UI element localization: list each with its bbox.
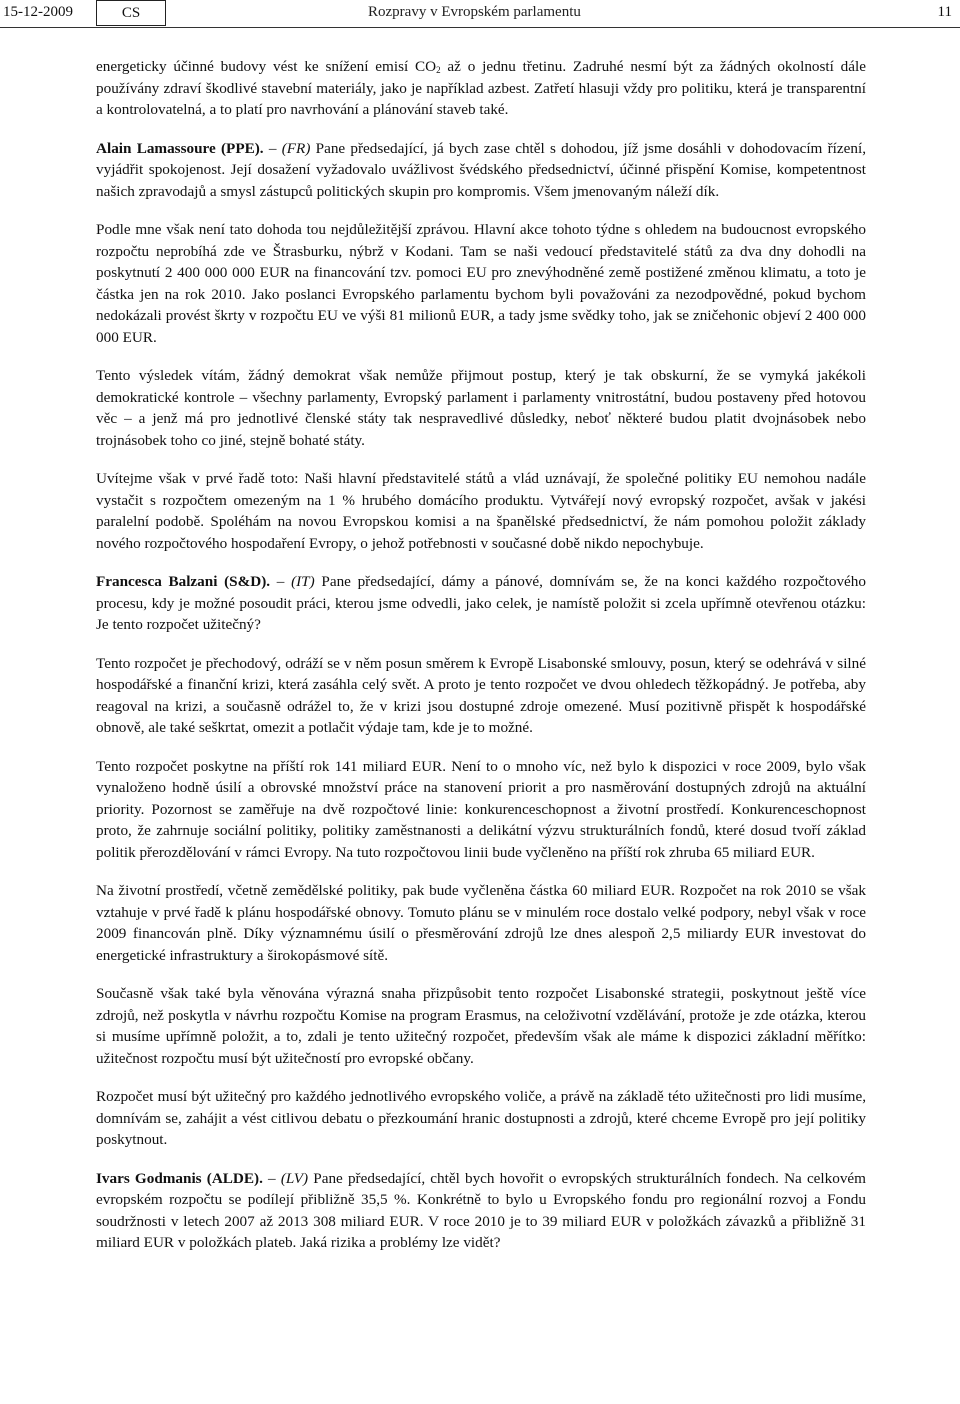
speaker-dash: – xyxy=(263,139,282,157)
paragraph-8: Tento rozpočet poskytne na příští rok 141 miliard EUR. Není to o mnoho víc, než bylo k dispozici v roce 2009, bylo však vynaloženo hodně úsilí a obrovské množství práce na stanovení priorit a pro nasměrování dostupných zdrojů na aktuální priority. Pozornost se zaměřuje na dvě rozpočtové linie: konkurenceschopnost a životní prostředí. Konkurenceschopnost proto, že zahrnuje sociální politiky, politiky zaměstnanosti a delikátní výzvu strukturálních fondů, které dosud tvoří základ politik přerozdělování v rámci Evropy. Na tuto rozpočtovou linii bude vyčleněno na příští rok zhruba 65 miliard EUR. xyxy=(96,757,866,861)
speech-balzani xyxy=(96,571,866,636)
speech-godmanis xyxy=(96,1168,866,1254)
speaker-name: Alain Lamassoure (PPE). xyxy=(96,139,264,157)
speaker-name: Francesca Balzani (S&D). xyxy=(96,573,271,590)
paragraph-10: Současně však také byla věnována výrazná snaha přizpůsobit tento rozpočet Lisabonské strategii, poskytnout ještě více zdrojů, než poskytla v návrhu rozpočtu Komise na program Erasmus, na celoživotní vzdělávání, protože je zde otázka, kterou si musíme upřímně položit, a to, zdali je tento užitečný rozpočet, především však ale máme k dispozici základní měřítko: užitečnost rozpočtu musí být užitečností pro evropské občany. xyxy=(96,985,866,1067)
language-tag: (FR) xyxy=(281,139,311,157)
page-header xyxy=(0,0,960,27)
speech-lamassoure xyxy=(96,138,866,203)
paragraph-9: Na životní prostředí, včetně zemědělské politiky, pak bude vyčleněna částka 60 miliard EUR. Rozpočet na rok 2010 se však vztahuje v prvé řadě k plánu hospodářské obnovy. Tomuto plánu se v minulém roce dostalo velké podpory, nebyl však v roce 2009 financován plně. Díky významnému úsilí o přesměrování zdrojů lze dnes alespoň 2,5 miliardy EUR investovat do energetické infrastruktury a širokopásmové sítě. xyxy=(96,882,866,964)
document-body xyxy=(96,56,866,1271)
language-tag: (LV) xyxy=(280,1169,309,1187)
header-title: Rozpravy v Evropském parlamentu xyxy=(368,4,581,20)
speech-text: Pane předsedající, dámy a pánové, domnívám se, že na konci každého rozpočtového procesu, kdy je možné posoudit práci, kterou jsme odvedli, jako celek, je namístě položit si zcela upřímně otevřenou otázku: Je tento rozpočet užitečný? xyxy=(96,573,866,633)
speaker-name: Ivars Godmanis (ALDE). xyxy=(96,1169,263,1187)
paragraph-1-pre: energeticky účinné budovy vést ke snížení emisí CO xyxy=(96,58,437,75)
paragraph-4: Tento výsledek vítám, žádný demokrat však nemůže přijmout postup, který je tak obskurní, že se vymyká jakékoli demokratické kontrole – všechny parlamenty, Evropský parlament i parlamenty vnitrostátní, budou postaveny před hotovou věc – a jenž má pro jednotlivé členské státy tak nespravedlivé důsledky, neboť některé budou platit dvojnásobek nebo trojnásobek toho co jiné, stejně bohaté státy. xyxy=(96,367,866,449)
paragraph-11: Rozpočet musí být užitečný pro každého jednotlivého evropského voliče, a právě na základě této užitečnosti pro lidi musíme, domnívám se, zahájit a vést citlivou debatu o přezkoumání hranic dostupnosti a zdrojů, které chceme Evropě pro její politiky poskytnout. xyxy=(96,1088,866,1148)
header-date: 15-12-2009 xyxy=(3,4,73,20)
paragraph-7: Tento rozpočet je přechodový, odráží se v něm posun směrem k Evropě Lisabonské smlouvy, posun, který se odehrává v silné hospodářské a finanční krizi, která zasáhla celý svět. A proto je tento rozpočet ve dvou ohledech těžkopádný. Je potřeba, aby reagoval na krizi, a současně odrážel to, že v krizi jsou dostupné zdroje omezené. Musí pozitivně přispět k hospodářské obnově, ale také seškrtat, omezit a potlačit výdaje tam, kde je to možné. xyxy=(96,654,866,736)
paragraph-3: Podle mne však není tato dohoda tou nejdůležitější zprávou. Hlavní akce tohoto týdne s ohledem na budoucnost evropského rozpočtu neprobíhá zde ve Štrasburku, nýbrž v Kodani. Tam se naši vedoucí představitelé států za dva dny dohodli na poskytnutí 2 400 000 000 EUR na financování tzv. pomoci EU pro znevýhodněné země postižené změnou klimatu, a toto je částka jen na rok 2010. Jako poslanci Evropského parlamentu bychom byli považováni za nezodpovědné, pokud bychom nedokázali provést škrty v rozpočtu EU ve výši 81 milionů EUR, a tady jsme svědky toho, jak se zničehonic objeví 2 400 000 000 EUR. xyxy=(96,221,866,346)
language-badge: CS xyxy=(96,0,166,26)
language-tag: (IT) xyxy=(291,573,315,590)
page-number: 11 xyxy=(937,4,952,20)
speaker-dash: – xyxy=(262,1169,281,1187)
paragraph-5: Uvítejme však v prvé řadě toto: Naši hlavní představitelé států a vlád uznávají, že společné politiky EU nemohou nadále vystačit s rozpočtem omezeným na 1 % hrubého domácího produktu. Vytvářejí nový evropský rozpočet, avšak v jakési paralelní podobě. Spoléhám na novou Evropskou komisi a na španělské předsednictví, že nám pomohou položit základy nového rozpočtového hospodaření Evropy, o jehož potřebnosti v současné době nikdo nepochybuje. xyxy=(96,470,866,552)
paragraph-1 xyxy=(96,56,866,121)
speaker-dash: – xyxy=(270,573,292,590)
speech-text: Pane předsedající, chtěl bych hovořit o evropských strukturálních fondech. Na celkovém evropském rozpočtu se podílejí přibližně 35,5 %. Konkrétně to bylo u Evropského fondu pro regionální rozvoj a Fondu soudržnosti v letech 2007 až 2013 308 miliard EUR. V roce 2010 je to 39 miliard EUR v položkách závazků a přibližně 31 miliard EUR v položkách plateb. Jaká rizika a problémy lze vidět? xyxy=(96,1169,866,1251)
header-rule xyxy=(0,27,960,28)
co2-subscript: 2 xyxy=(436,65,441,75)
speech-text: Pane předsedající, já bych zase chtěl s dohodou, jíž jsme dosáhli v dohodovacím řízení, vyjádřit spokojenost. Její dosažení vyžadovalo uvážlivost švédského předsednictví, účinné přispění Komise, kompetentnost našich zpravodajů a smysl zástupců politických skupin pro kompromis. Všem jmenovaným náleží dík. xyxy=(96,139,866,200)
paragraph-1-post: až o jednu třetinu. Zadruhé nesmí být za žádných okolností dále používány zdraví škodlivé stavební materiály, jako je například azbest. Zatřetí hlasuji vždy pro politiku, která je transparentní a kontrolovatelná, a to platí pro navrhování a plánování staveb také. xyxy=(96,58,866,118)
